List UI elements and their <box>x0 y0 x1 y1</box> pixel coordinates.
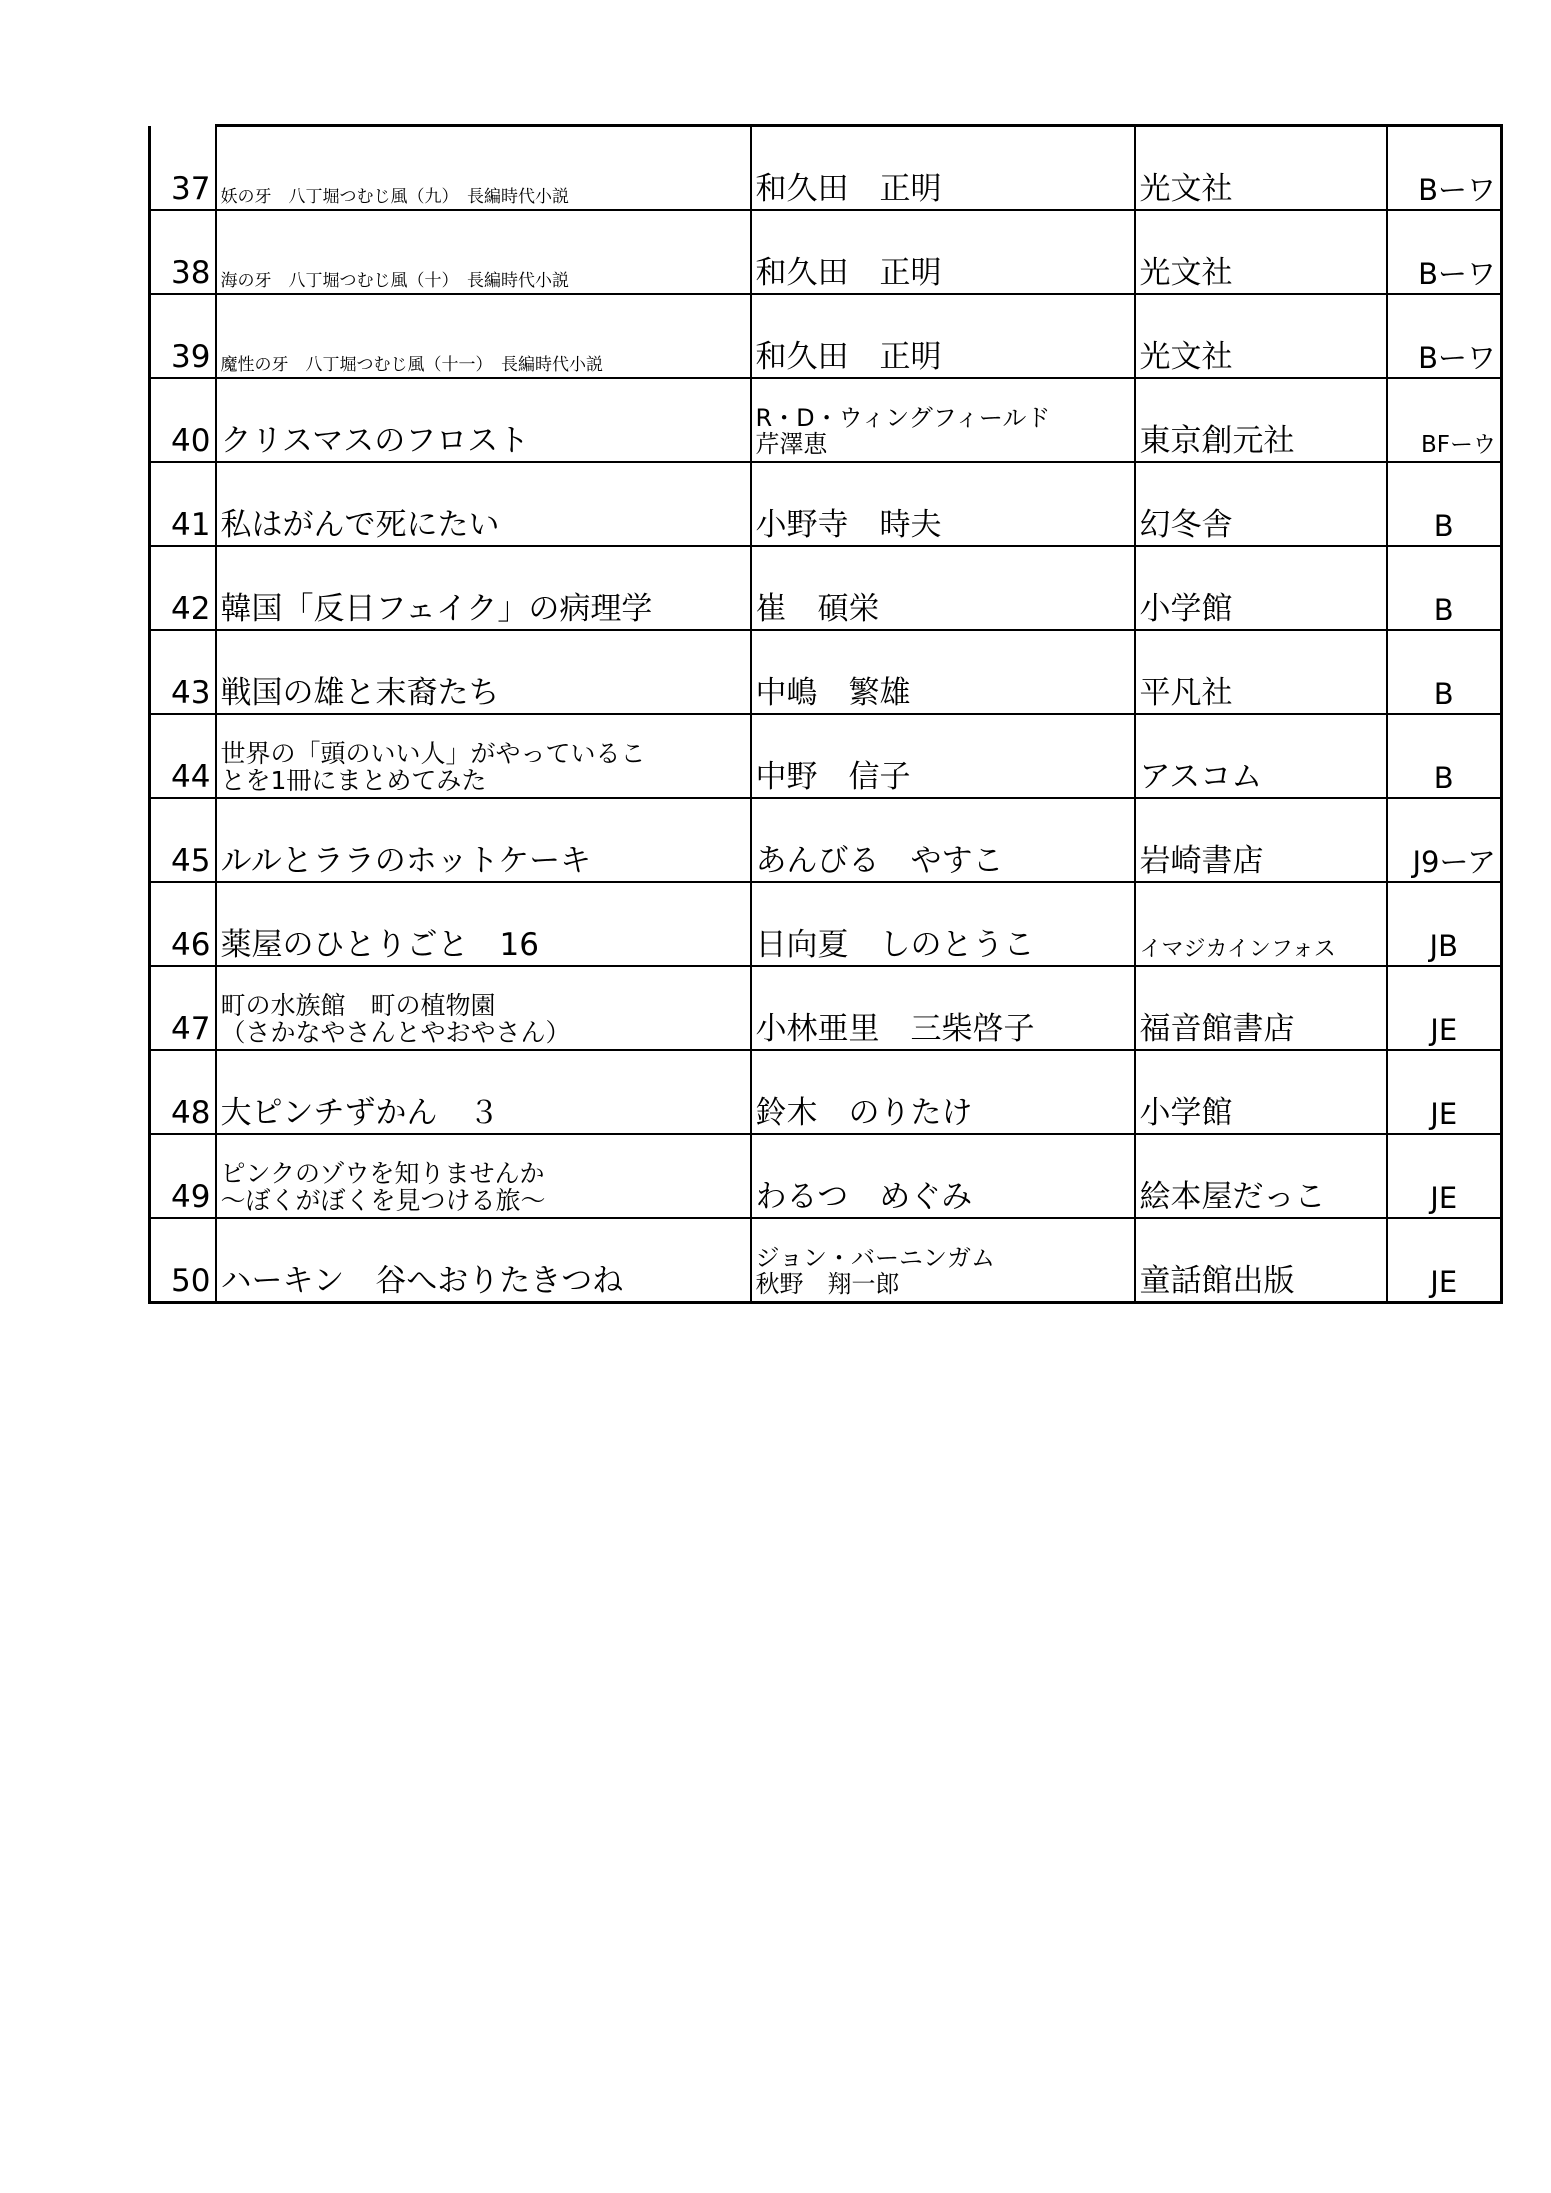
row-number-cell: 47 <box>150 966 216 1050</box>
publisher-cell: 小学館 <box>1135 1050 1387 1134</box>
title-line: 海の牙 八丁堀つむじ風（十） 長編時代小説 <box>220 270 569 291</box>
author-cell <box>751 378 1135 462</box>
row-number-cell: 49 <box>150 1134 216 1218</box>
author-line: ジョン・バーニンガム <box>755 1244 996 1273</box>
publisher-cell: 幻冬舎 <box>1135 462 1387 546</box>
author-line: 中野 信子 <box>755 758 911 795</box>
author-cell <box>751 546 1135 630</box>
title-cell <box>216 546 751 630</box>
classification-cell: JB <box>1387 882 1502 966</box>
title-line: （さかなやさんとやおやさん） <box>220 1018 571 1047</box>
title-line: クリスマスのフロスト <box>220 422 530 459</box>
author-cell <box>751 630 1135 714</box>
table-row <box>150 294 1502 378</box>
title-cell <box>216 1050 751 1134</box>
title-cell <box>216 798 751 882</box>
classification-cell: BFーウ <box>1387 378 1502 462</box>
title-line: ～ぼくがぼくを見つける旅～ <box>220 1186 546 1215</box>
classification-cell: Bーワ <box>1387 210 1502 294</box>
title-line: ピンクのゾウを知りませんか <box>220 1159 545 1188</box>
title-line: 私はがんで死にたい <box>220 506 500 543</box>
title-line: 韓国「反日フェイク」の病理学 <box>220 590 653 627</box>
table-row <box>150 378 1502 462</box>
book-list-table <box>148 124 1503 1304</box>
table-row <box>150 546 1502 630</box>
author-cell <box>751 1050 1135 1134</box>
publisher-cell: 光文社 <box>1135 210 1387 294</box>
table-row <box>150 1050 1502 1134</box>
publisher-cell: 岩崎書店 <box>1135 798 1387 882</box>
title-cell <box>216 882 751 966</box>
author-cell <box>751 210 1135 294</box>
author-cell <box>751 798 1135 882</box>
row-number-cell: 50 <box>150 1218 216 1303</box>
publisher-cell: 平凡社 <box>1135 630 1387 714</box>
title-line: 大ピンチずかん ３ <box>220 1094 500 1131</box>
publisher-cell: 光文社 <box>1135 126 1387 211</box>
publisher-cell: アスコム <box>1135 714 1387 798</box>
title-line: 妖の牙 八丁堀つむじ風（九） 長編時代小説 <box>220 186 569 207</box>
row-number-cell: 37 <box>150 126 216 211</box>
title-cell <box>216 966 751 1050</box>
table-row <box>150 1218 1502 1303</box>
classification-cell: B <box>1387 714 1502 798</box>
title-line: ルルとララのホットケーキ <box>220 842 592 879</box>
classification-cell: JE <box>1387 1050 1502 1134</box>
table-row <box>150 966 1502 1050</box>
title-line: 町の水族館 町の植物園 <box>220 991 496 1020</box>
author-line: あんびる やすこ <box>755 842 1004 879</box>
publisher-cell: 絵本屋だっこ <box>1135 1134 1387 1218</box>
classification-cell: Bーワ <box>1387 126 1502 211</box>
table-row <box>150 882 1502 966</box>
table-row <box>150 462 1502 546</box>
author-line: 和久田 正明 <box>755 338 942 375</box>
author-cell <box>751 126 1135 211</box>
row-number-cell: 40 <box>150 378 216 462</box>
publisher-cell: 光文社 <box>1135 294 1387 378</box>
table-row <box>150 210 1502 294</box>
author-cell <box>751 882 1135 966</box>
author-line: 日向夏 しのとうこ <box>755 926 1035 963</box>
author-cell <box>751 294 1135 378</box>
publisher-cell: 福音館書店 <box>1135 966 1387 1050</box>
classification-cell: JE <box>1387 1218 1502 1303</box>
title-cell <box>216 378 751 462</box>
title-line: 魔性の牙 八丁堀つむじ風（十一） 長編時代小説 <box>220 354 603 375</box>
title-line: とを1冊にまとめてみた <box>220 766 487 795</box>
table-row <box>150 798 1502 882</box>
publisher-cell: 東京創元社 <box>1135 378 1387 462</box>
title-line: 世界の「頭のいい人」がやっているこ <box>220 739 646 768</box>
table-row <box>150 630 1502 714</box>
publisher-cell: イマジカインフォス <box>1135 882 1387 966</box>
classification-cell: B <box>1387 546 1502 630</box>
title-cell <box>216 210 751 294</box>
row-number-cell: 48 <box>150 1050 216 1134</box>
table-row <box>150 714 1502 798</box>
title-cell <box>216 462 751 546</box>
classification-cell: JE <box>1387 966 1502 1050</box>
author-cell <box>751 966 1135 1050</box>
title-cell <box>216 294 751 378</box>
author-line: 和久田 正明 <box>755 254 942 291</box>
author-line: わるつ めぐみ <box>755 1178 973 1215</box>
classification-cell: Bーワ <box>1387 294 1502 378</box>
row-number-cell: 38 <box>150 210 216 294</box>
table-row <box>150 126 1502 211</box>
row-number-cell: 42 <box>150 546 216 630</box>
author-line: 崔 碩栄 <box>755 590 880 627</box>
author-line: R・D・ウィングフィールド <box>755 404 1051 433</box>
title-cell <box>216 630 751 714</box>
classification-cell: JE <box>1387 1134 1502 1218</box>
title-cell <box>216 1218 751 1303</box>
author-line: 秋野 翔一郎 <box>755 1270 900 1299</box>
row-number-cell: 43 <box>150 630 216 714</box>
book-list-body <box>150 126 1502 1303</box>
title-line: ハーキン 谷へおりたきつね <box>220 1262 624 1299</box>
author-cell <box>751 1218 1135 1303</box>
row-number-cell: 45 <box>150 798 216 882</box>
title-cell <box>216 714 751 798</box>
author-line: 芹澤恵 <box>755 430 828 459</box>
row-number-cell: 41 <box>150 462 216 546</box>
publisher-cell: 小学館 <box>1135 546 1387 630</box>
table-row <box>150 1134 1502 1218</box>
row-number-cell: 46 <box>150 882 216 966</box>
author-cell <box>751 462 1135 546</box>
author-line: 和久田 正明 <box>755 170 942 207</box>
row-number-cell: 44 <box>150 714 216 798</box>
author-line: 小林亜里 三柴啓子 <box>755 1010 1035 1047</box>
classification-cell: J9ーア <box>1387 798 1502 882</box>
publisher-cell: 童話館出版 <box>1135 1218 1387 1303</box>
author-cell <box>751 1134 1135 1218</box>
author-line: 鈴木 のりたけ <box>755 1094 973 1131</box>
title-cell <box>216 126 751 211</box>
author-cell <box>751 714 1135 798</box>
title-line: 薬屋のひとりごと 16 <box>220 926 539 963</box>
title-line: 戦国の雄と末裔たち <box>220 674 500 711</box>
title-cell <box>216 1134 751 1218</box>
classification-cell: B <box>1387 462 1502 546</box>
classification-cell: B <box>1387 630 1502 714</box>
author-line: 中嶋 繁雄 <box>755 674 911 711</box>
book-list-sheet <box>148 124 1500 1304</box>
author-line: 小野寺 時夫 <box>755 506 942 543</box>
row-number-cell: 39 <box>150 294 216 378</box>
